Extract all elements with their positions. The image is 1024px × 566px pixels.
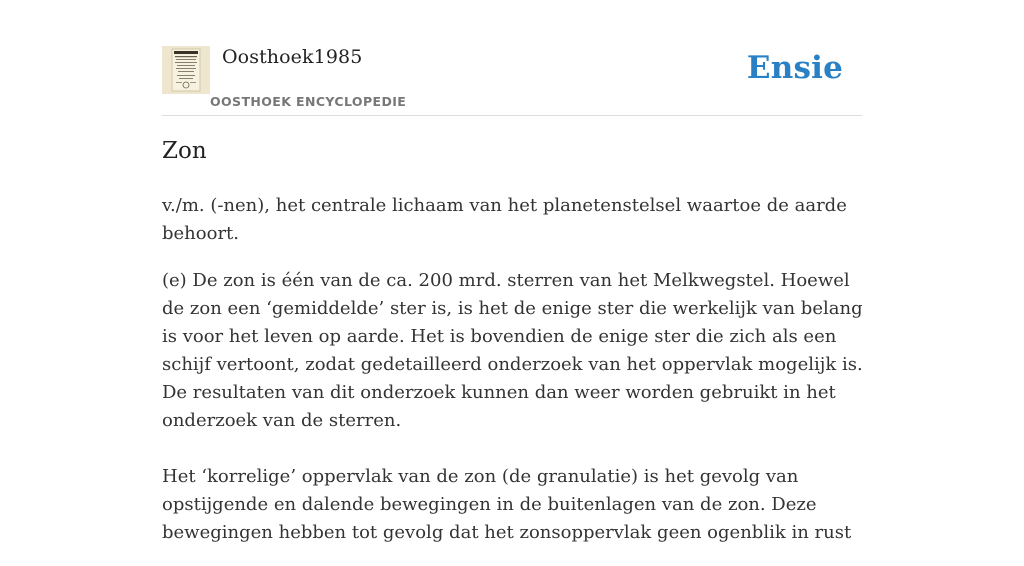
book-title-page-icon (162, 46, 210, 94)
entry-paragraph: v./m. (-nen), het centrale lichaam van het planetenstelsel waartoe de aarde behoort. (162, 195, 847, 244)
entry-header (162, 44, 862, 116)
source-label[interactable]: OOSTHOEK ENCYCLOPEDIE (210, 94, 407, 109)
brand-logo[interactable]: Ensie (746, 50, 843, 86)
entry-title: Zon (162, 138, 207, 164)
entry-paragraph: Het ‘korrelige’ oppervlak van de zon (de granulatie) is het gevolg van opstijgende en dalende bewegingen in de buitenlagen van de zon. Deze bewegingen hebben tot gevolg dat het zonsoppervlak geen ogenblik in rust (162, 466, 852, 543)
header-divider (162, 115, 862, 116)
entry-paragraph: (e) De zon is één van de ca. 200 mrd. sterren van het Melkwegstel. Hoewel de zon een ‘gemiddelde’ ster is, is het de enige ster die werkelijk van belang is voor het leven op aarde. Het is bovendien de enige ster die zich als een schijf vertoont, zodat gedetailleerd onderzoek van het oppervlak mogelijk is. De resultaten van dit onderzoek kunnen dan weer worden gebruikt in het onderzoek van de sterren. (162, 270, 863, 431)
entry-body (162, 192, 872, 566)
avatar[interactable] (162, 46, 210, 94)
author-name[interactable]: Oosthoek1985 (222, 46, 363, 68)
